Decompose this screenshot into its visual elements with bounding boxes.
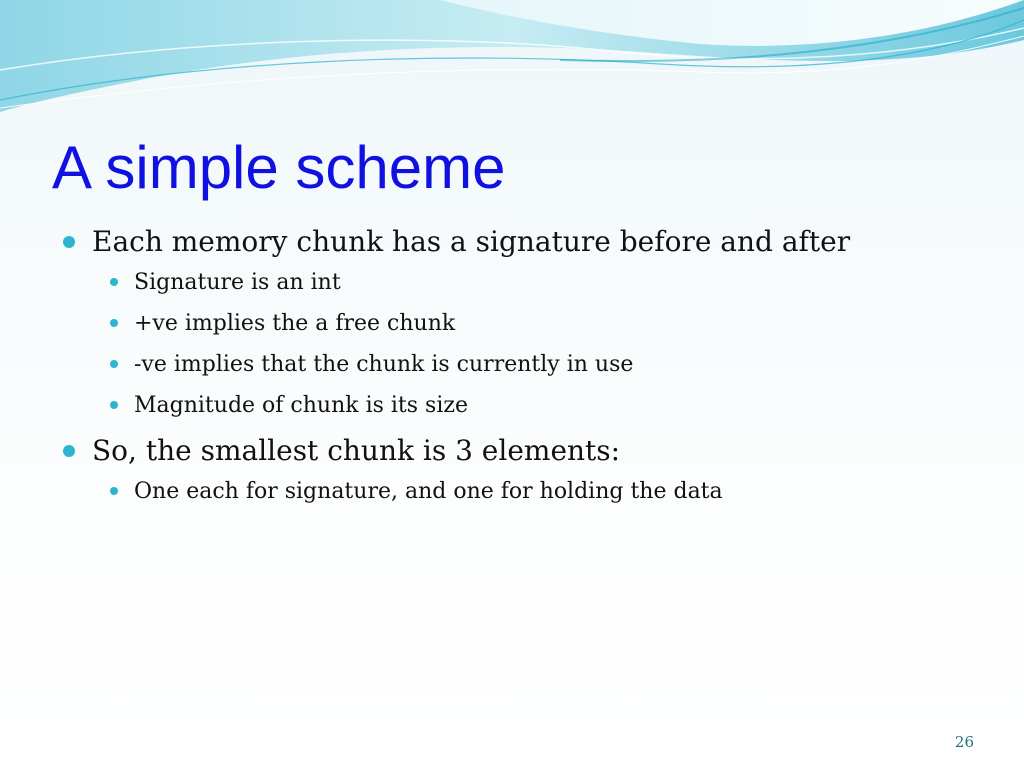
bullet-text: So, the smallest chunk is 3 elements: bbox=[92, 434, 621, 467]
bullet-item-1 bbox=[60, 222, 990, 262]
sub-bullet-dot-icon bbox=[110, 319, 118, 327]
sub-bullet-dot-icon bbox=[110, 360, 118, 368]
sub-bullet-item bbox=[60, 262, 990, 303]
sub-bullet-dot-icon bbox=[110, 278, 118, 286]
sub-bullet-text: +ve implies the a free chunk bbox=[134, 311, 456, 336]
bullet-item-2 bbox=[60, 431, 990, 471]
sub-bullet-dot-icon bbox=[110, 401, 118, 409]
bullet-list bbox=[60, 222, 990, 512]
page-number: 26 bbox=[954, 733, 974, 751]
sub-bullet-text: Magnitude of chunk is its size bbox=[134, 393, 468, 418]
sub-bullet-text: One each for signature, and one for holding the data bbox=[134, 479, 723, 504]
sub-bullet-dot-icon bbox=[110, 487, 118, 495]
slide-title: A simple scheme bbox=[52, 134, 506, 201]
sub-bullet-item bbox=[60, 471, 990, 512]
sub-bullet-item bbox=[60, 344, 990, 385]
sub-bullet-item bbox=[60, 385, 990, 426]
bullet-dot-icon bbox=[63, 236, 75, 248]
sub-bullet-text: -ve implies that the chunk is currently in use bbox=[134, 352, 634, 377]
sub-bullet-text: Signature is an int bbox=[134, 270, 341, 295]
sub-bullet-item bbox=[60, 303, 990, 344]
decorative-wave-banner bbox=[0, 0, 1024, 130]
bullet-text: Each memory chunk has a signature before and after bbox=[92, 225, 851, 258]
bullet-dot-icon bbox=[63, 445, 75, 457]
